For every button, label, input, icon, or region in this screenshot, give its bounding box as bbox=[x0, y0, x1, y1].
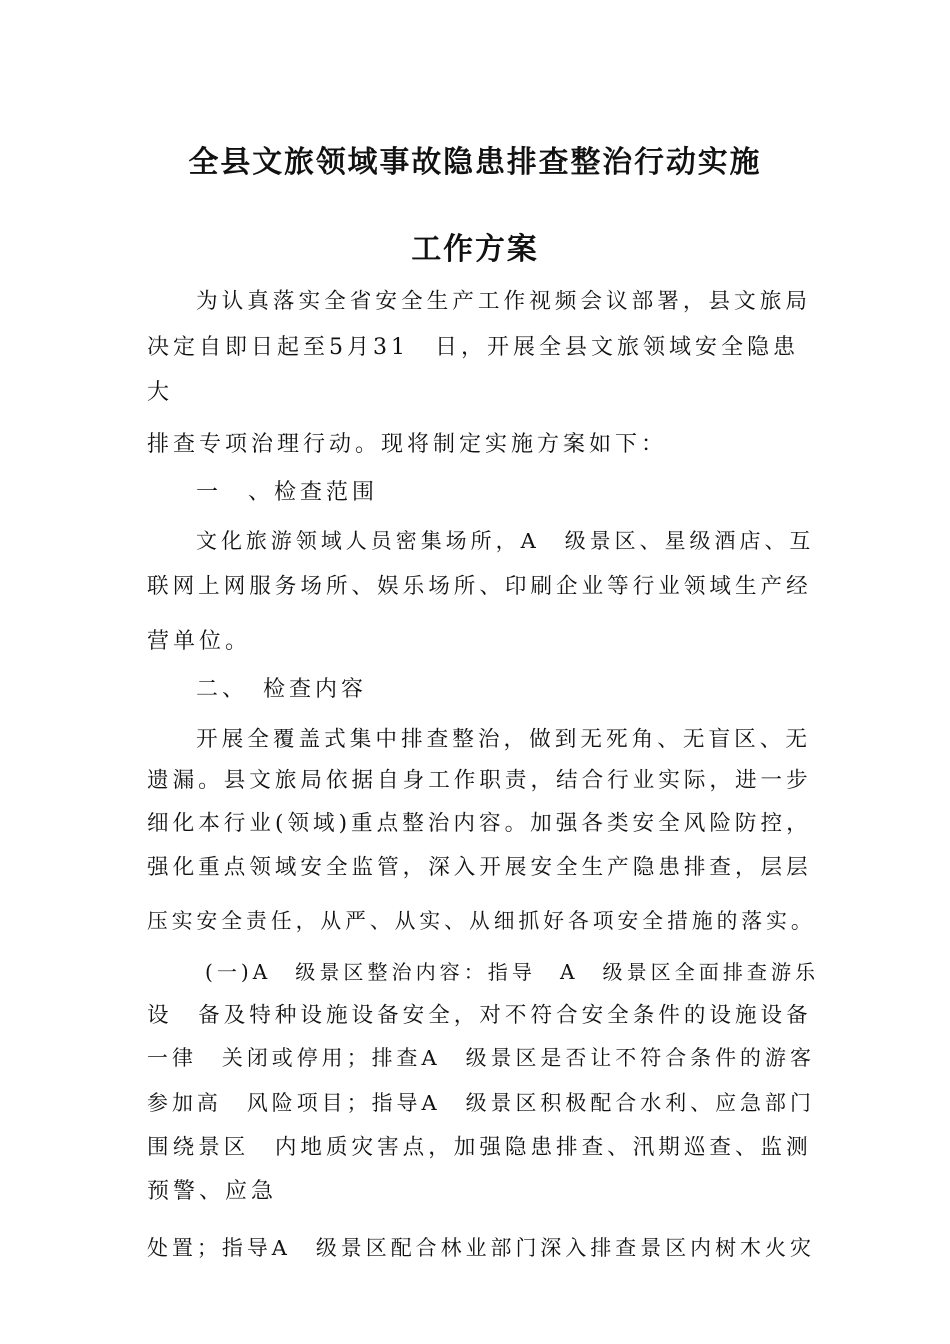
body-line: 预警、应急 bbox=[147, 1179, 278, 1204]
body-line: 一律 关闭或停用；排查A 级景区是否让不符合条件的游客 bbox=[147, 1046, 815, 1070]
body-line: 排查专项治理行动。现将制定实施方案如下： bbox=[147, 432, 668, 457]
section-heading-scope: 一 、检查范围 bbox=[196, 480, 379, 505]
body-line: 设 备及特种设施设备安全，对不符合安全条件的设施设备 bbox=[147, 1003, 812, 1028]
body-line: 细化本行业(领域)重点整治内容。加强各类安全风险防控， bbox=[147, 811, 812, 836]
body-line: 营单位。 bbox=[147, 629, 252, 654]
subsection-heading: (一)A 级景区整治内容：指导 A 级景区全面排查游乐 bbox=[205, 960, 820, 984]
body-line: 处置；指导A 级景区配合林业部门深入排查景区内树木火灾 bbox=[147, 1236, 815, 1260]
body-line: 大 bbox=[147, 380, 174, 405]
body-line: 强化重点领域安全监管，深入开展安全生产隐患排查，层层 bbox=[147, 855, 812, 880]
section-heading-content: 二、 检查内容 bbox=[196, 677, 368, 702]
body-line: 参加高 风险项目；指导A 级景区积极配合水利、应急部门 bbox=[147, 1091, 815, 1115]
document-title-line-1: 全县文旅领域事故隐患排查整治行动实施 bbox=[188, 145, 762, 180]
body-line: 开展全覆盖式集中排查整治，做到无死角、无盲区、无 bbox=[196, 727, 812, 752]
document-title-line-2: 工作方案 bbox=[411, 232, 539, 267]
body-line: 为认真落实全省安全生产工作视频会议部署，县文旅局 bbox=[196, 289, 812, 314]
body-line: 压实安全责任，从严、从实、从细抓好各项安全措施的落实。 bbox=[147, 909, 816, 933]
body-line: 围绕景区 内地质灾害点，加强隐患排查、汛期巡查、监测 bbox=[147, 1135, 812, 1160]
body-line: 文化旅游领域人员密集场所，A 级景区、星级酒店、互 bbox=[196, 529, 815, 553]
body-line: 联网上网服务场所、娱乐场所、印刷企业等行业领域生产经 bbox=[147, 574, 812, 599]
body-line: 遗漏。县文旅局依据自身工作职责，结合行业实际，进一步 bbox=[147, 768, 812, 793]
body-line: 决定自即日起至5月31 日，开展全县文旅领域安全隐患 bbox=[147, 335, 799, 360]
